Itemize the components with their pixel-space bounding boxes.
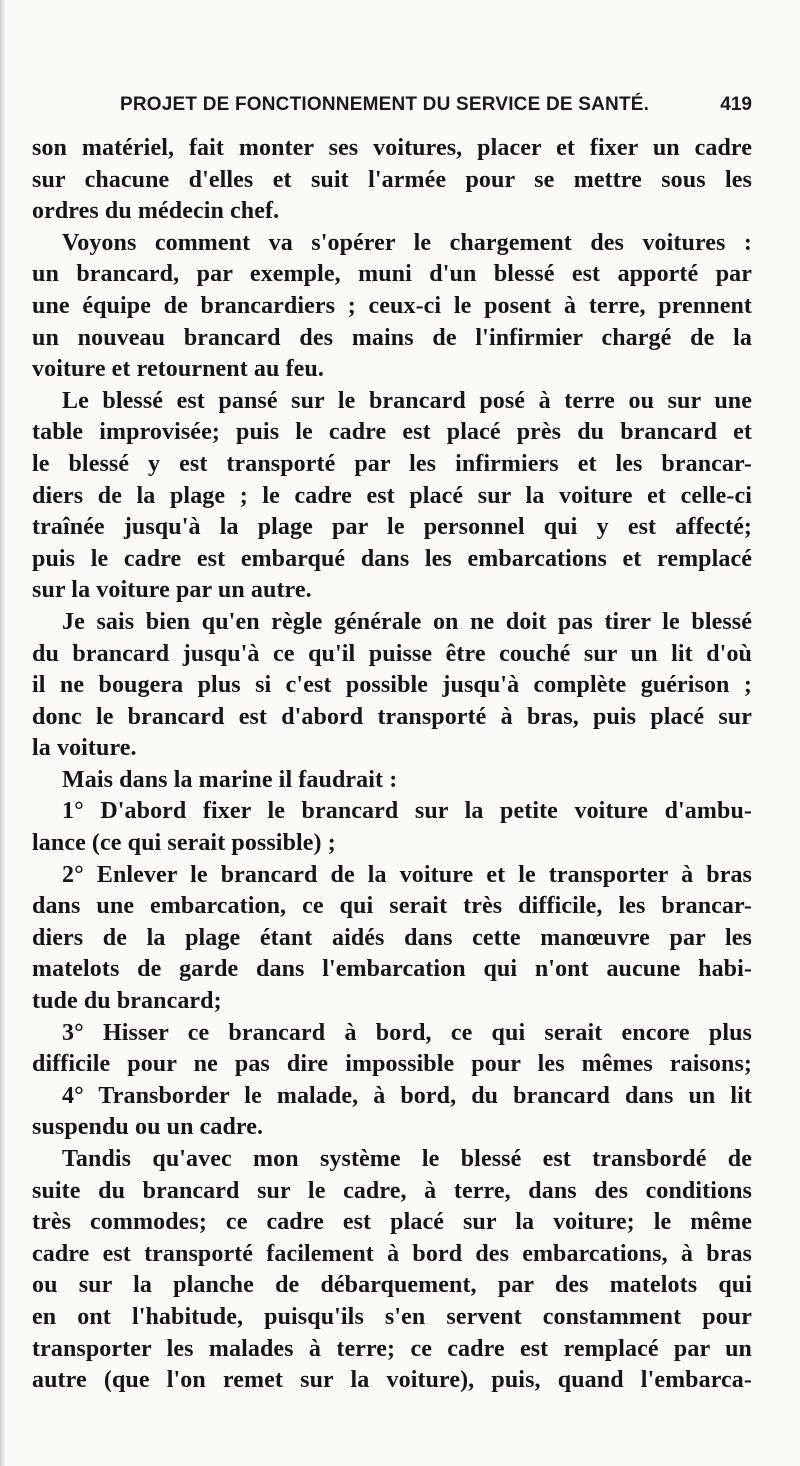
page-number: 419 bbox=[720, 94, 752, 115]
text-line: du brancard jusqu'à ce qu'il puisse être couché sur un lit d'où bbox=[32, 640, 752, 667]
text-line: voiture et retournent au feu. bbox=[32, 356, 324, 383]
body-text bbox=[32, 133, 752, 1397]
text-line: dans une embarcation, ce qui serait très difficile, les brancar- bbox=[32, 893, 752, 920]
page-header bbox=[120, 94, 752, 122]
text-line: autre (que l'on remet sur la voiture), puis, quand l'embarca- bbox=[32, 1367, 752, 1394]
text-line: matelots de garde dans l'embarcation qui n'ont aucune habi- bbox=[32, 956, 752, 983]
text-line: Voyons comment va s'opérer le chargement des voitures : bbox=[62, 229, 752, 256]
text-line: 1° D'abord fixer le brancard sur la petite voiture d'ambu- bbox=[62, 798, 752, 825]
text-line: table improvisée; puis le cadre est placé près du brancard et bbox=[32, 419, 752, 446]
text-line: très commodes; ce cadre est placé sur la voiture; le même bbox=[32, 1209, 752, 1236]
page-edge-shadow bbox=[0, 0, 6, 1466]
text-line: cadre est transporté facilement à bord des embarcations, à bras bbox=[32, 1240, 752, 1267]
text-line: Je sais bien qu'en règle générale on ne doit pas tirer le blessé bbox=[62, 608, 752, 635]
text-line: sur la voiture par un autre. bbox=[32, 577, 312, 604]
text-line: tude du brancard; bbox=[32, 988, 222, 1015]
text-line: 4° Transborder le malade, à bord, du brancard dans un lit bbox=[62, 1082, 752, 1109]
text-line: traînée jusqu'à la plage par le personnel qui y est affecté; bbox=[32, 514, 752, 541]
text-line: la voiture. bbox=[32, 735, 137, 762]
text-line: il ne bougera plus si c'est possible jusqu'à complète guérison ; bbox=[32, 672, 752, 699]
text-line: son matériel, fait monter ses voitures, placer et fixer un cadre bbox=[32, 135, 752, 161]
text-line: en ont l'habitude, puisqu'ils s'en servent constamment pour bbox=[32, 1303, 752, 1330]
text-line: sur chacune d'elles et suit l'armée pour se mettre sous les bbox=[32, 166, 752, 193]
text-line: transporter les malades à terre; ce cadre est remplacé par un bbox=[32, 1335, 752, 1362]
text-line: suite du brancard sur le cadre, à terre, dans des conditions bbox=[32, 1177, 752, 1204]
text-line: suspendu ou un cadre. bbox=[32, 1114, 264, 1141]
text-line: Tandis qu'avec mon système le blessé est transbordé de bbox=[62, 1146, 752, 1172]
text-line: 3° Hisser ce brancard à bord, ce qui serait encore plus bbox=[62, 1019, 752, 1046]
text-line: Mais dans la marine il faudrait : bbox=[62, 766, 398, 793]
text-line: diers de la plage ; le cadre est placé sur la voiture et celle-ci bbox=[32, 482, 752, 509]
text-line: ordres du médecin chef. bbox=[32, 198, 280, 225]
text-line: un nouveau brancard des mains de l'infirmier chargé de la bbox=[32, 324, 752, 351]
text-line: difficile pour ne pas dire impossible pour les mêmes raisons; bbox=[32, 1051, 752, 1078]
text-line: Le blessé est pansé sur le brancard posé à terre ou sur une bbox=[62, 387, 752, 414]
text-line: une équipe de brancardiers ; ceux-ci le posent à terre, prennent bbox=[32, 292, 752, 319]
text-line: un brancard, par exemple, muni d'un blessé est apporté par bbox=[32, 261, 752, 288]
text-line: le blessé y est transporté par les infirmiers et les brancar- bbox=[32, 450, 752, 477]
text-line: puis le cadre est embarqué dans les embarcations et remplacé bbox=[32, 545, 752, 572]
running-title: PROJET DE FONCTIONNEMENT DU SERVICE DE SANTÉ. bbox=[120, 94, 650, 115]
text-line: diers de la plage étant aidés dans cette manœuvre par les bbox=[32, 924, 752, 951]
text-line: donc le brancard est d'abord transporté à bras, puis placé sur bbox=[32, 703, 752, 730]
text-line: lance (ce qui serait possible) ; bbox=[32, 830, 336, 857]
text-line: ou sur la planche de débarquement, par des matelots qui bbox=[32, 1272, 752, 1299]
text-line: 2° Enlever le brancard de la voiture et le transporter à bras bbox=[62, 861, 752, 888]
